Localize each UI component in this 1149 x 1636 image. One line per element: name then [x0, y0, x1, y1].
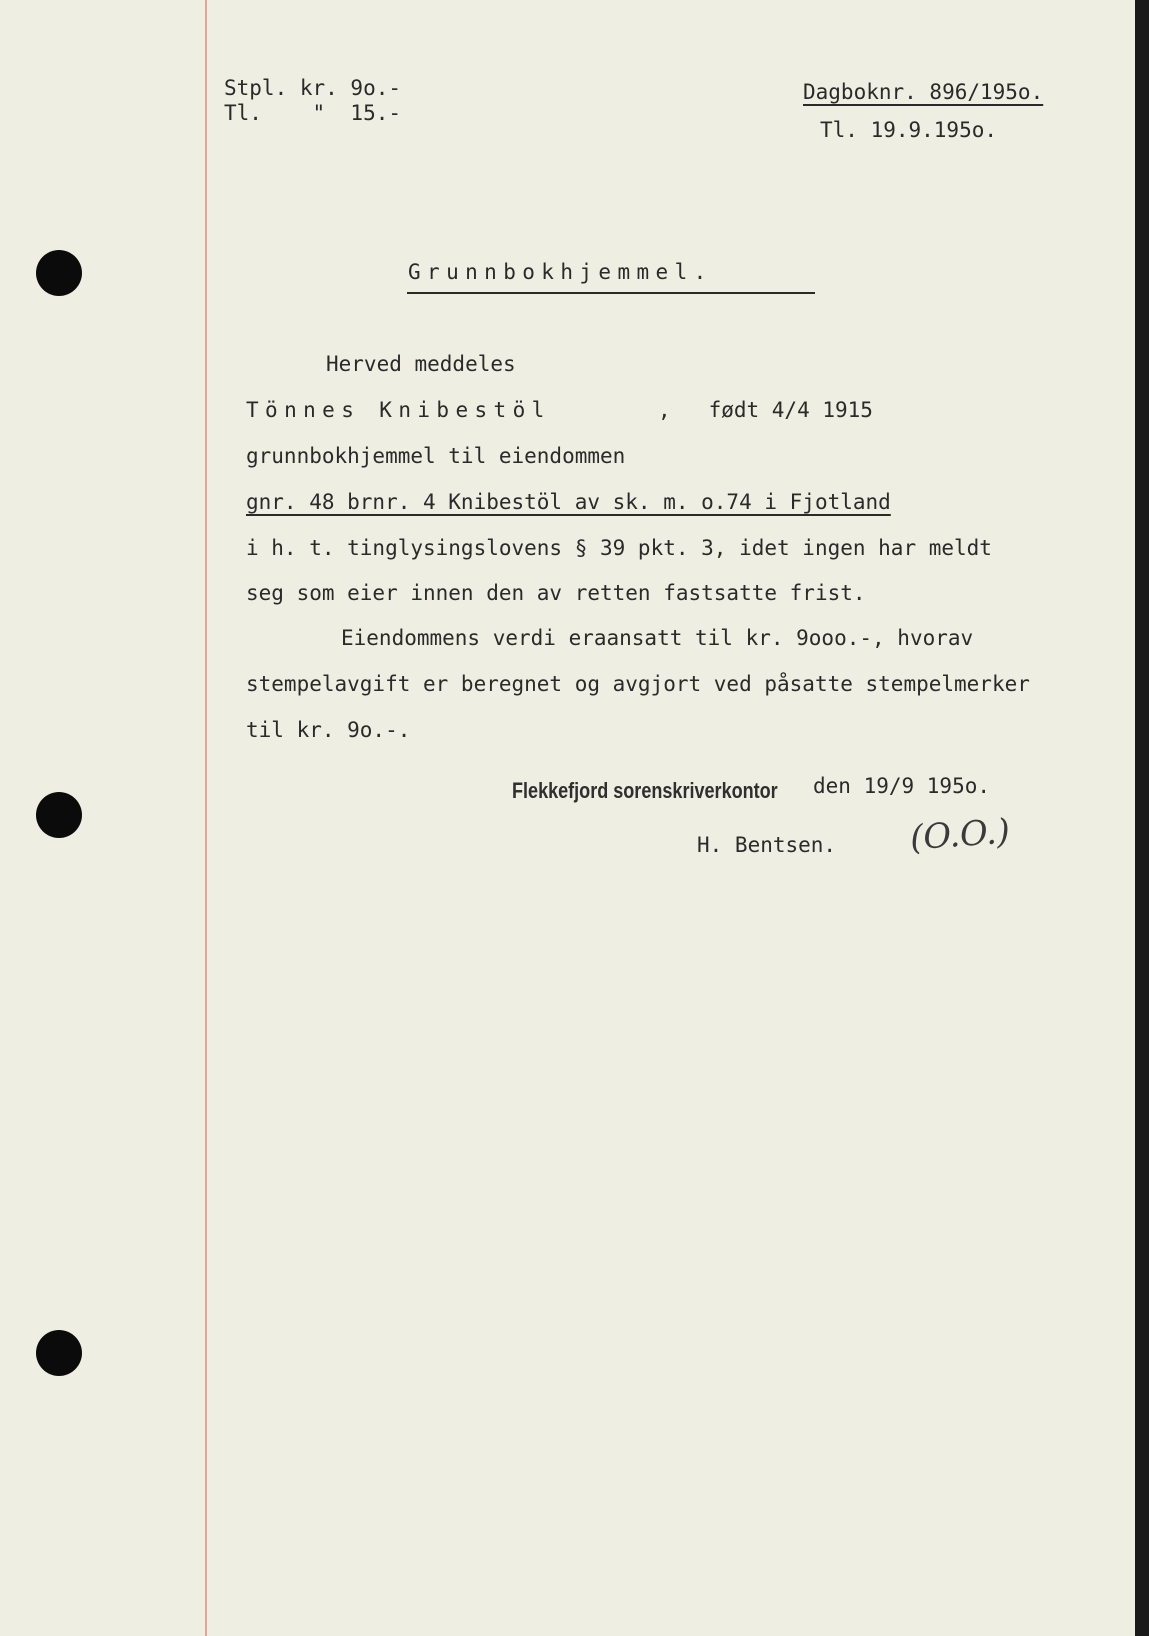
body-line-6: seg som eier innen den av retten fastsatte frist. [246, 581, 866, 605]
signature-date: den 19/9 195o. [813, 774, 991, 798]
punch-hole-top [36, 250, 82, 296]
handwritten-initials: (O.O.) [908, 811, 1012, 859]
tl-date: Tl. 19.9.195o. [820, 118, 998, 142]
intro-line: Herved meddeles [326, 352, 516, 376]
document-title: Grunnbokhjemmel. [408, 260, 713, 284]
fee-stamp-line: Stpl. kr. 9o.- [224, 76, 402, 100]
punch-hole-bottom [36, 1330, 82, 1376]
body-line-7: Eiendommens verdi eraansatt til kr. 9ooo.-, hvorav [341, 626, 974, 650]
property-designation: gnr. 48 brnr. 4 Knibestöl av sk. m. o.74 i Fjotland [246, 490, 891, 514]
title-underline [407, 292, 815, 294]
journal-number: Dagboknr. 896/195o. [803, 80, 1044, 104]
body-line-5: i h. t. tinglysingslovens § 39 pkt. 3, idet ingen har meldt [246, 536, 992, 560]
body-line-3: grunnbokhjemmel til eiendommen [246, 444, 626, 468]
person-name: Tönnes Knibestöl [246, 398, 551, 422]
birth-date: , født 4/4 1915 [658, 398, 873, 422]
body-line-8: stempelavgift er beregnet og avgjort ved påsatte stempelmerker [246, 672, 1030, 696]
body-line-9: til kr. 9o.-. [246, 718, 411, 742]
punch-hole-middle [36, 792, 82, 838]
fee-tl-line: Tl. " 15.- [224, 101, 402, 125]
scan-edge [1135, 0, 1149, 1636]
office-stamp: Flekkefjord sorenskriverkontor [512, 778, 778, 803]
signer-name: H. Bentsen. [697, 833, 837, 857]
margin-line [205, 0, 207, 1636]
